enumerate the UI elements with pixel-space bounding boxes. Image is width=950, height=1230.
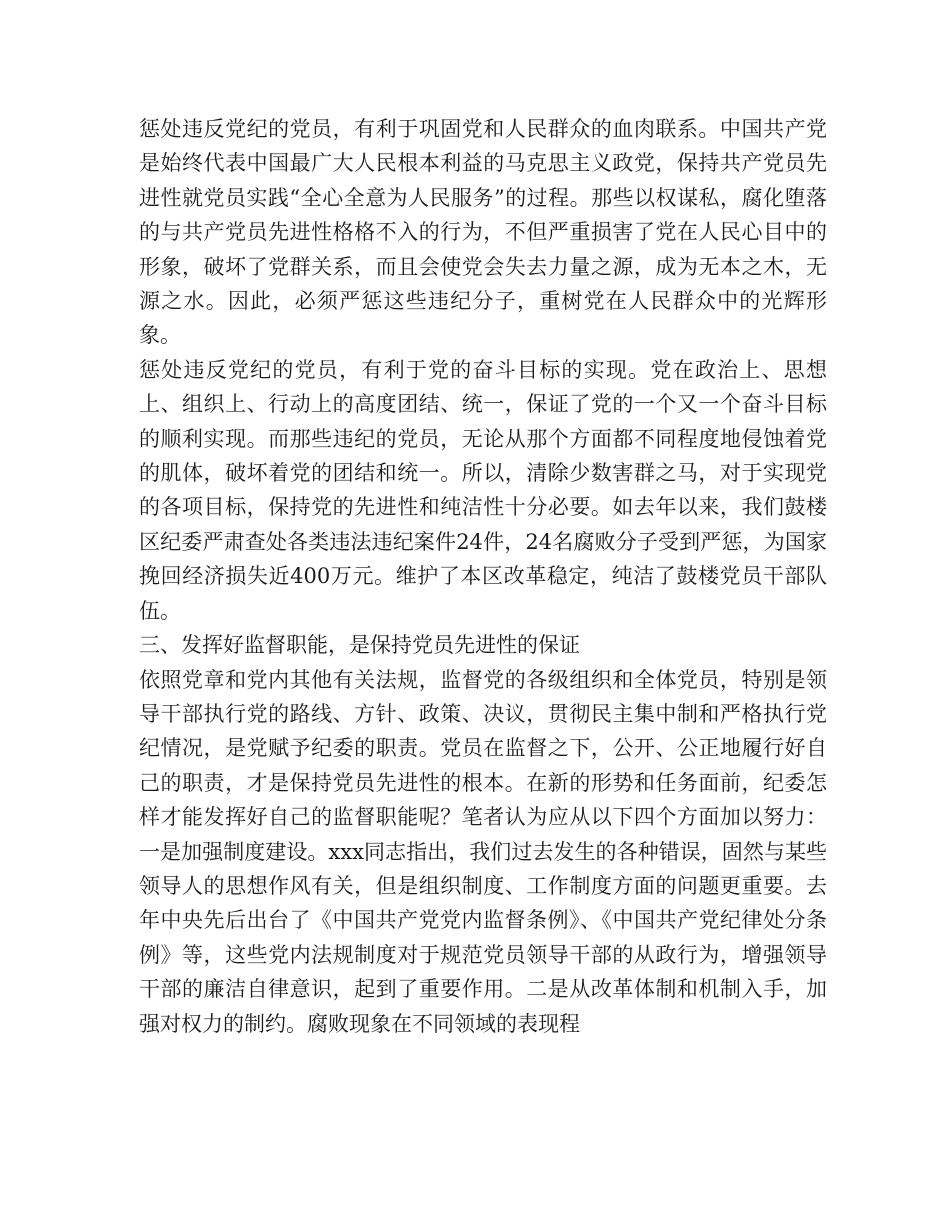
document-body <box>139 112 827 1041</box>
paragraph-supervision-duties: 依照党章和党内其他有关法规，监督党的各级组织和全体党员，特别是领导干部执行党的路线、方针、政策、决议，贯彻民主集中制和严格执行党纪情况，是党赋予纪委的职责。党员在监督之下，公开、公正地履行好自己的职责，才是保持党员先进性的根本。在新的形势和任务面前，纪委怎样才能发挥好自己的监督职能呢？笔者认为应从以下四个方面加以努力：一是加强制度建设。xxx同志指出，我们过去发生的各种错误，固然与某些领导人的思想作风有关，但是组织制度、工作制度方面的问题更重要。去年中央先后出台了《中国共产党党内监督条例》、《中国共产党纪律处分条例》等，这些党内法规制度对于规范党员领导干部的从政行为，增强领导干部的廉洁自律意识，起到了重要作用。二是从改革体制和机制入手，加强对权力的制约。腐败现象在不同领域的表现程 <box>139 667 827 1036</box>
paragraph-party-masses-relationship: 惩处违反党纪的党员，有利于巩固党和人民群众的血肉联系。中国共产党是始终代表中国最广大人民根本利益的马克思主义政党，保持共产党员先进性就党员实践“全心全意为人民服务”的过程。那些以权谋私，腐化堕落的与共产党员先进性格格不入的行为，不但严重损害了党在人民心目中的形象，破坏了党群关系，而且会使党会失去力量之源，成为无本之木，无源之水。因此，必须严惩这些违纪分子，重树党在人民群众中的光辉形象。 <box>139 117 827 348</box>
paragraph-party-goals: 惩处违反党纪的党员，有利于党的奋斗目标的实现。党在政治上、思想上、组织上、行动上的高度团结、统一，保证了党的一个又一个奋斗目标的顺利实现。而那些违纪的党员，无论从那个方面都不同程度地侵蚀着党的肌体，破坏着党的团结和统一。所以，清除少数害群之马，对于实现党的各项目标，保持党的先进性和纯洁性十分必要。如去年以来，我们鼓楼区纪委严肃查处各类违法违纪案件24件，24名腐败分子受到严惩，为国家挽回经济损失近400万元。维护了本区改革稳定，纯洁了鼓楼党员干部队伍。 <box>139 357 827 623</box>
section-heading-supervision: 三、发挥好监督职能，是保持党员先进性的保证 <box>139 633 580 658</box>
